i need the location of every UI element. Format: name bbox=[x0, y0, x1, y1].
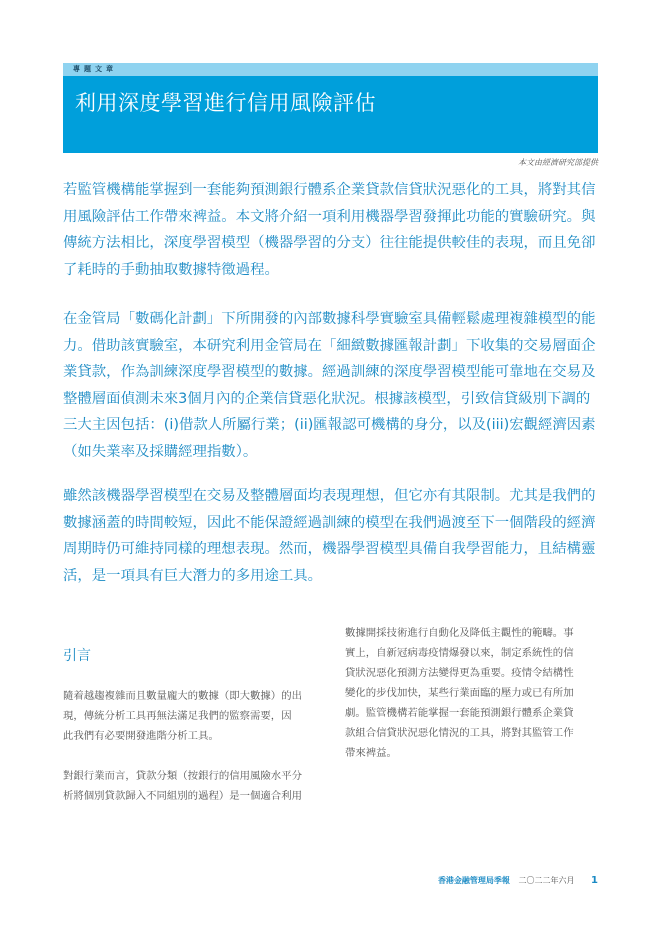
text-line: 貸狀況惡化預測方法變得更為重要。疫情令結構性 bbox=[345, 667, 574, 679]
text-line: 若監管機構能掌握到一套能夠預測銀行體系企業貸款信貸狀況惡化的工具，將對其信 bbox=[63, 182, 596, 198]
text-line: 周期時仍可維持同樣的理想表現。然而，機器學習模型具備自我學習能力，且結構靈 bbox=[63, 541, 596, 557]
section-label: 專題文章 bbox=[73, 65, 117, 73]
intro-heading: 引言 bbox=[63, 648, 91, 664]
lead-paragraph-2 bbox=[63, 306, 603, 465]
text-line: 在金管局「數碼化計劃」下所開發的內部數據科學實驗室具備輕鬆處理複雜模型的能 bbox=[63, 311, 596, 327]
text-line: 現，傳統分析工具再無法滿足我們的監察需要，因 bbox=[63, 710, 292, 722]
text-line: 數據涵蓋的時間較短，因此不能保證經過訓練的模型在我們過渡至下一個階段的經濟 bbox=[63, 514, 596, 531]
text-line: （如失業率及採購經理指數）。 bbox=[63, 443, 258, 460]
section-label-band bbox=[63, 63, 598, 76]
text-line: 業貸款，作為訓練深度學習模型的數據。經過訓練的深度學習模型能可靠地在交易及 bbox=[63, 364, 596, 380]
byline: 本文由經濟研究部提供 bbox=[518, 158, 598, 167]
text-line: 力。借助該實驗室，本研究利用金管局在「細緻數據匯報計劃」下收集的交易層面企 bbox=[63, 337, 596, 354]
text-line: 劇。監管機構若能掌握一套能預測銀行體系企業貸 bbox=[345, 707, 574, 719]
text-line: 隨着越趨複雜而且數量龐大的數據（即大數據）的出 bbox=[63, 690, 302, 702]
text-line: 款組合信貸狀況惡化情況的工具，將對其監管工作 bbox=[345, 727, 574, 739]
text-line: 帶來裨益。 bbox=[345, 747, 397, 759]
page-number: 1 bbox=[591, 875, 598, 886]
text-line: 活，是一項具有巨大潛力的多用途工具。 bbox=[63, 567, 323, 584]
lead-paragraph-3 bbox=[63, 483, 603, 589]
text-line: 數據開採技術進行自動化及降低主觀性的範疇。事 bbox=[345, 627, 574, 639]
intro-right-column bbox=[345, 623, 605, 763]
text-line: 此我們有必要開發進階分析工具。 bbox=[63, 730, 219, 742]
text-line: 對銀行業而言，貸款分類（按銀行的信用風險水平分 bbox=[63, 770, 302, 782]
text-line: 析將個別貸款歸入不同組別的過程）是一個適合利用 bbox=[63, 790, 302, 802]
text-line: 了耗時的手動抽取數據特徵過程。 bbox=[63, 261, 279, 278]
footer-publication: 香港金融管理局季報 bbox=[437, 876, 510, 885]
text-line: 用風險評估工作帶來裨益。本文將介紹一項利用機器學習發揮此功能的實驗研究。與 bbox=[63, 208, 596, 225]
intro-left-column bbox=[63, 646, 323, 806]
text-line: 實上，自新冠病毒疫情爆發以來，制定系統性的信 bbox=[345, 647, 574, 659]
title-banner bbox=[63, 76, 598, 153]
article-title: 利用深度學習進行信用風險評估 bbox=[75, 91, 376, 115]
footer bbox=[438, 875, 598, 886]
footer-date: 二〇二二年六月 bbox=[518, 876, 575, 885]
text-line: 傳統方法相比，深度學習模型（機器學習的分支）往往能提供較佳的表現，而且免卻 bbox=[63, 235, 596, 251]
text-line: 變化的步伐加快，某些行業面臨的壓力或已有所加 bbox=[345, 687, 574, 699]
lead-paragraph-1 bbox=[63, 177, 603, 283]
text-line: 雖然該機器學習模型在交易及整體層面均表現理想，但它亦有其限制。尤其是我們的 bbox=[63, 488, 596, 504]
text-line: 三大主因包括：(i)借款人所屬行業；(ii)匯報認可機構的身分，以及(iii)宏觀經濟因素 bbox=[63, 417, 596, 433]
text-line: 整體層面偵測未來3個月內的企業信貸惡化狀況。根據該模型，引致信貸級別下調的 bbox=[63, 390, 591, 407]
